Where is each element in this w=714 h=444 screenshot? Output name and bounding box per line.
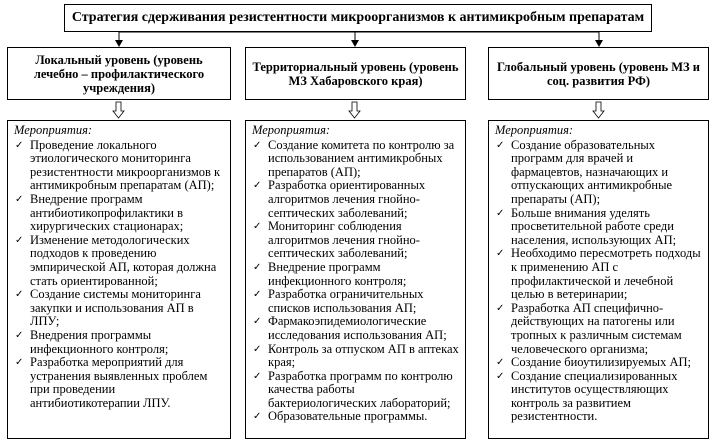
activities-list [495,139,704,424]
list-item: ✓ Разработка ограничительных списков использования АП; [252,288,461,315]
list-item: ✓ Создание образовательных программ для врачей и фармацевтов, назначающих и отпускающих антимикробные препараты (АП); [495,139,704,207]
list-item: ✓ Разработка АП специфично-действующих на патогены или тропных к различным системам человеческого организма; [495,302,704,356]
list-item: ✓ Контроль за отпуском АП в аптеках края; [252,343,461,370]
hollow-arrow-left [113,102,124,118]
list-item: ✓ Создание специализированных институтов осуществляющих контроль за развитием резистентности. [495,370,704,424]
activities-list [14,139,226,411]
list-item: ✓ Создание системы мониторинга закупки и использования АП в ЛПУ; [14,288,226,329]
level-territorial-heading: Территориальный уровень (уровень МЗ Хабаровского края) [245,47,466,100]
strategy-title: Стратегия сдерживания резистентности микроорганизмов к антимикробным препаратам [64,4,652,32]
list-item: ✓ Необходимо пересмотреть подходы к применению АП с профилактической и лечебной целью в ветеринарии; [495,247,704,301]
list-item: ✓ Образовательные программы. [252,410,461,424]
activities-label: Мероприятия: [14,123,93,137]
list-item: ✓ Разработка программ по контролю качества работы бактериологических лабораторий; [252,370,461,411]
list-item: ✓ Внедрение программ инфекционного контроля; [252,261,461,288]
list-item: ✓ Больше внимания уделять просветительной работе среди населения, использующих АП; [495,207,704,248]
activities-list [252,139,461,424]
list-item: ✓ Внедрения программы инфекционного контроля; [14,329,226,356]
list-item: ✓ Внедрение программ антибиотикопрофилактики в хирургических стационарах; [14,193,226,234]
list-item: ✓ Разработка ориентированных алгоритмов лечения гнойно-септических заболеваний; [252,179,461,220]
activities-label: Мероприятия: [252,123,331,137]
activities-local [7,120,231,439]
arrow-head-right [595,40,603,47]
list-item: ✓ Создание комитета по контролю за использованием антимикробных препаратов (АП); [252,139,461,180]
hollow-arrow-center [349,102,360,118]
list-item: ✓ Проведение локального этиологического мониторинга резистентности микроорганизмов к антимикробным препаратам (АП); [14,139,226,193]
list-item: ✓ Разработка мероприятий для устранения выявленных проблем при проведении антибиотикотерапии ЛПУ. [14,356,226,410]
activities-label: Мероприятия: [495,123,574,137]
list-item: ✓ Мониторинг соблюдения алгоритмов лечения гнойно-септических заболеваний; [252,220,461,261]
arrow-head-center [351,40,359,47]
list-item: ✓ Изменение методологических подходов к проведению эмпирической АП, которая должна стать ориентированной; [14,234,226,288]
arrow-head-left [115,40,123,47]
activities-territorial [245,120,466,439]
list-item: ✓ Создание биоутилизируемых АП; [495,356,704,370]
activities-global [488,120,709,439]
level-local-heading: Локальный уровень (уровень лечебно – профилактического учреждения) [7,47,231,100]
hollow-arrow-right [593,102,604,118]
list-item: ✓ Фармакоэпидемиологические исследования использования АП; [252,315,461,342]
level-global-heading: Глобальный уровень (уровень МЗ и соц. развития РФ) [488,47,709,100]
